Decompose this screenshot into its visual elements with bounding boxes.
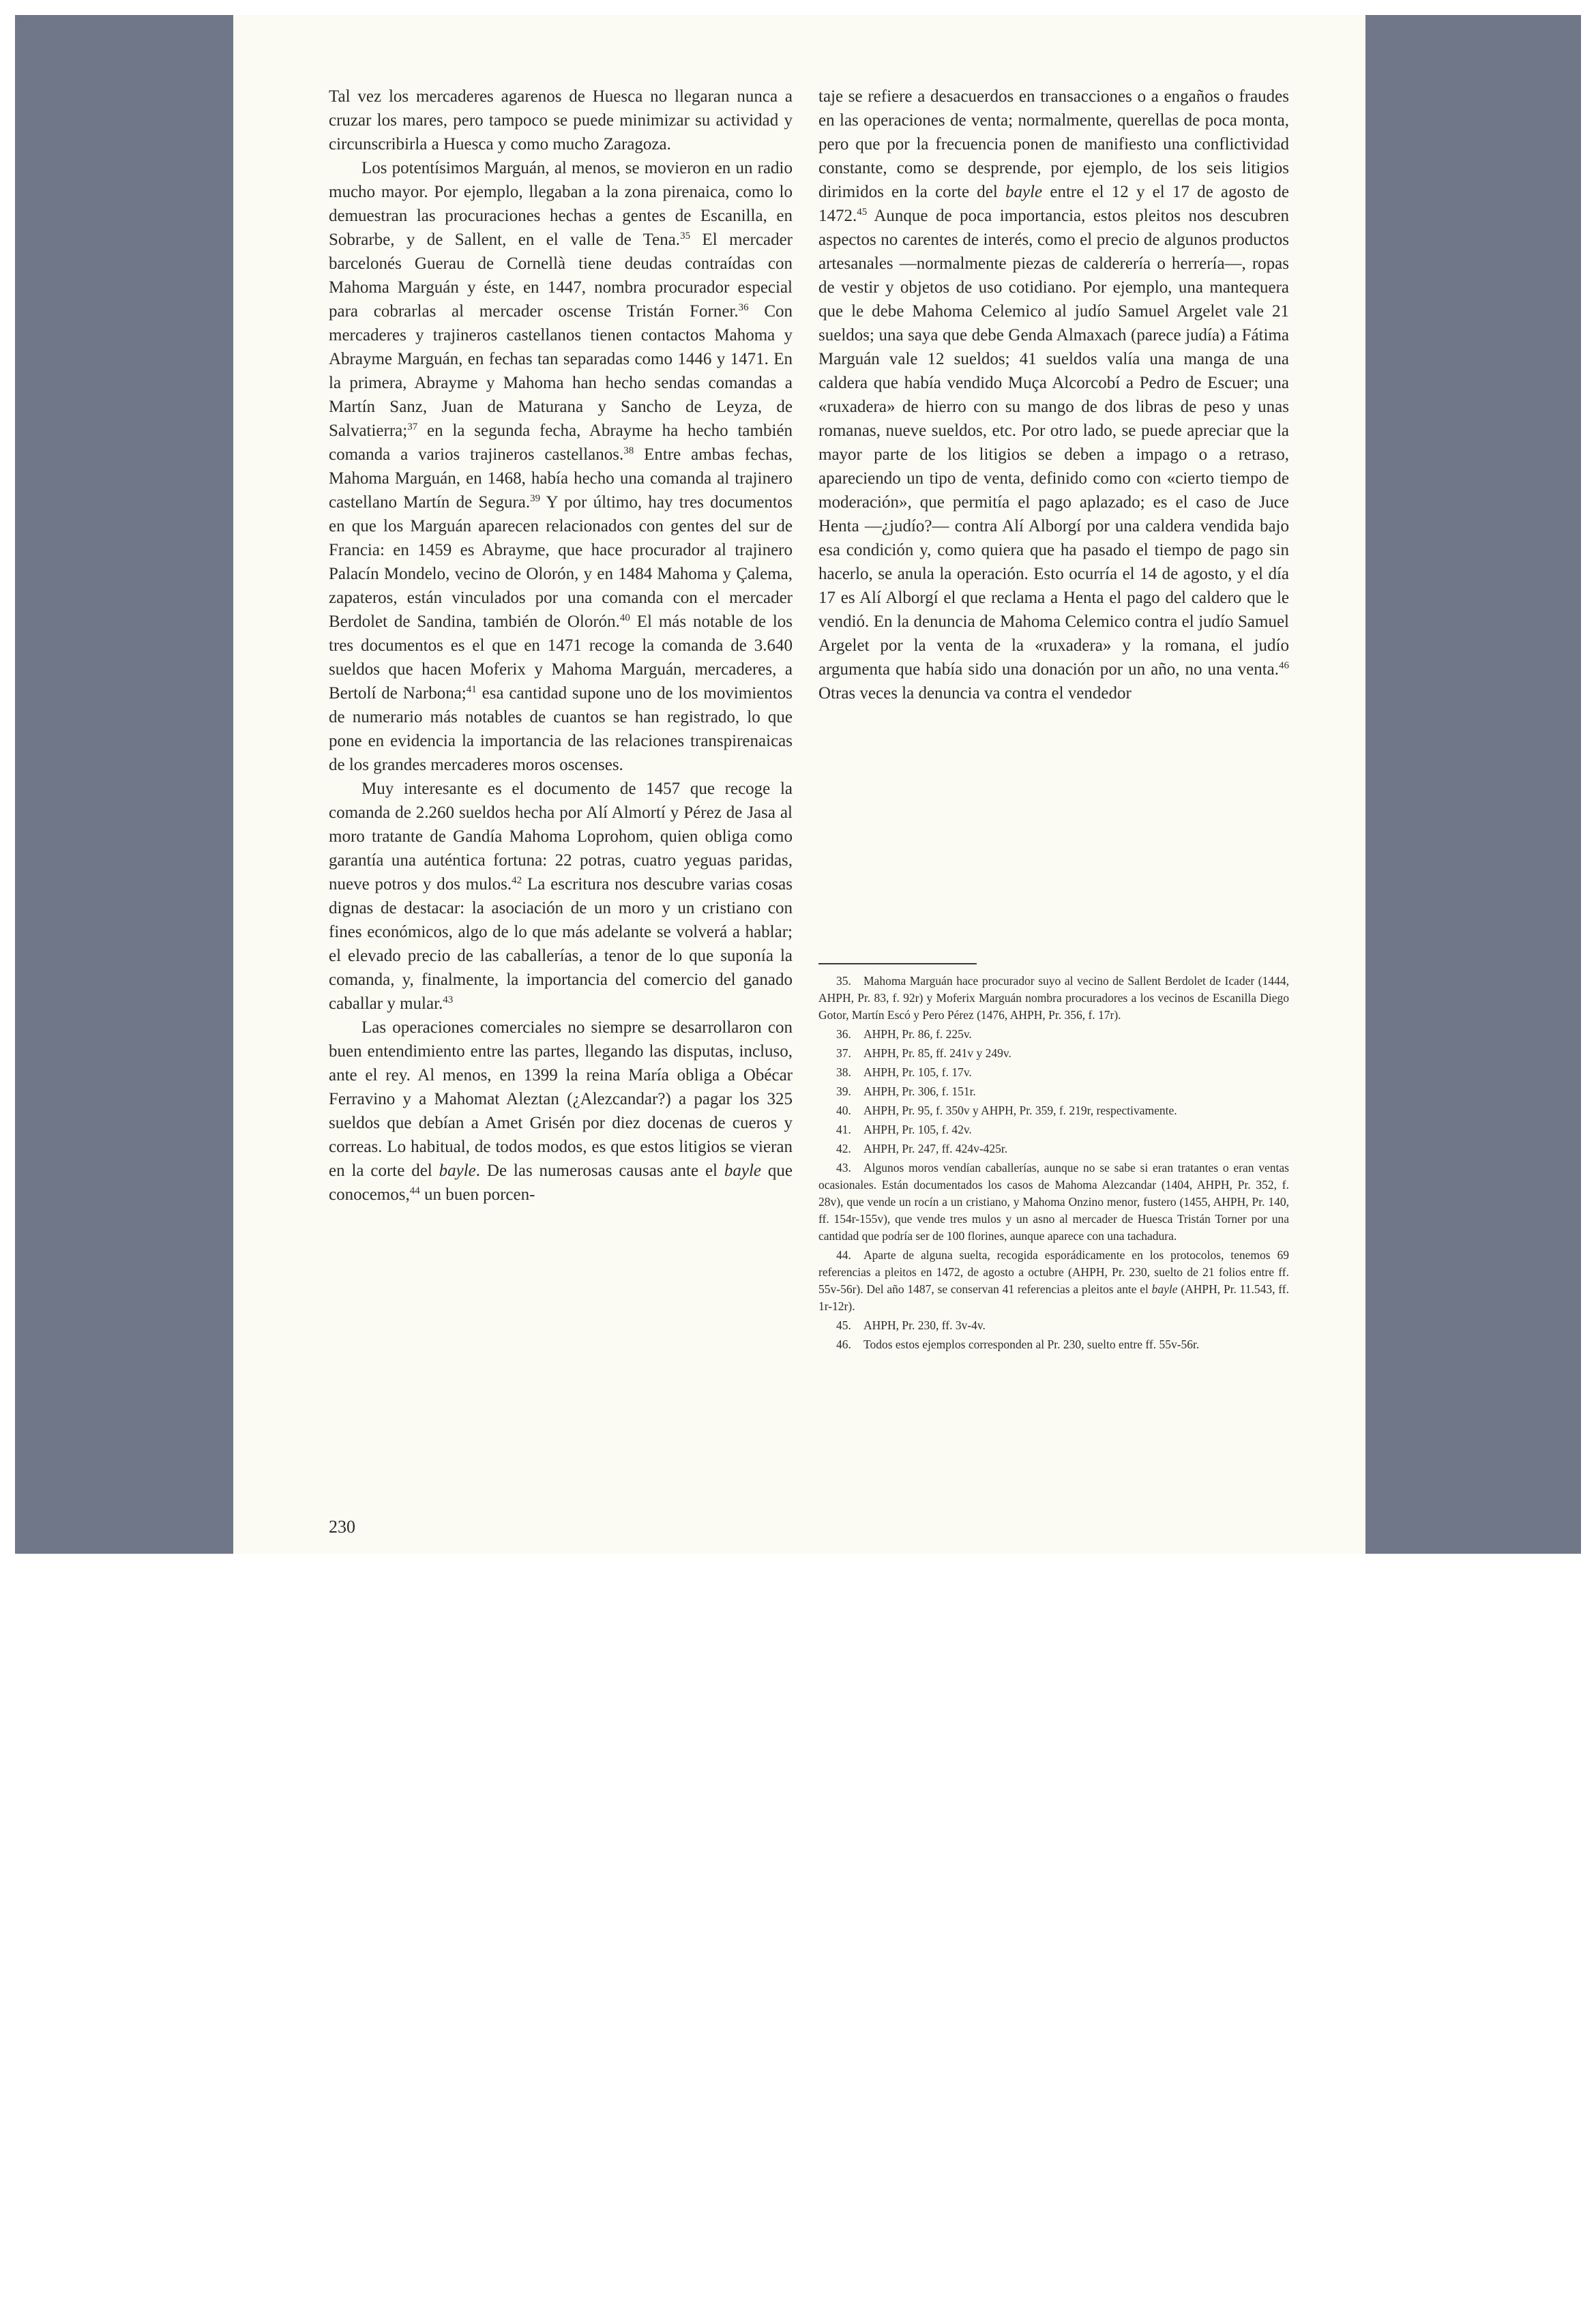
- book-page: [233, 15, 1365, 1554]
- footnote: [818, 1140, 1289, 1157]
- footnote-text: AHPH, Pr. 85, ff. 241v y 249v.: [863, 1046, 1011, 1060]
- italic-term: bayle: [724, 1162, 762, 1180]
- footnote-text: AHPH, Pr. 306, f. 151r.: [863, 1084, 976, 1098]
- footnote-number: 36.: [836, 1027, 851, 1041]
- footnote-text: AHPH, Pr. 247, ff. 424v-425r.: [863, 1142, 1008, 1155]
- paragraph: Las operaciones comerciales no siempre se desarrollaron con buen entendimiento entre las partes, llegando las disputas, incluso, ante el rey. Al menos, en 1399 la reina María obliga a Obécar Ferravino y a Mahomat Aleztan (¿Alezcandar?) a pagar los 325 sueldos que debían a Amet Grisén por diez docenas de cueros y correas. Lo habitual, de todos modos, es que estos litigios se vieran en la corte del bayle. De las numerosas causas ante el bayle que conocemos,$^{44}$ un buen porcen-: [329, 1018, 793, 1204]
- footnote-ref: 36: [738, 302, 749, 313]
- footnote-text: AHPH, Pr. 86, f. 225v.: [863, 1027, 972, 1041]
- footnote: [818, 1102, 1289, 1119]
- footnote-number: 46.: [836, 1338, 851, 1351]
- footnote: [818, 1083, 1289, 1100]
- footnote-ref: 38: [623, 445, 634, 456]
- footnote-text: Algunos moros vendían caballerías, aunque no se sabe si eran tratantes o eran ventas ocasionales. Están documentados los casos de Mahoma Alezcandar (1404, AHPH, Pr. 352, f. 28v), que vende un rocín a un cristiano, y Mahoma Onzino menor, fustero (1455, AHPH, Pr. 140, ff. 154r-155v), que vende tres mulos y un asno al mercader de Huesca Tristán Torner por una cantidad que podría ser de 100 florines, aunque aparece con una tachadura.: [818, 1161, 1289, 1243]
- footnote-ref: 43: [443, 994, 454, 1005]
- footnote-text: AHPH, Pr. 105, f. 17v.: [863, 1065, 972, 1079]
- footnote: [818, 1026, 1289, 1043]
- footnote-number: 38.: [836, 1065, 851, 1079]
- italic-term: bayle: [1005, 183, 1043, 201]
- footnote: [818, 973, 1289, 1024]
- left-column: [329, 85, 793, 1207]
- footnote-ref: 39: [530, 493, 541, 504]
- footnote-list: [818, 973, 1289, 1353]
- footnote-ref: 44: [409, 1185, 420, 1196]
- italic-term: bayle: [439, 1162, 476, 1180]
- footnote-ref: 41: [466, 684, 477, 695]
- footnote-text: Todos estos ejemplos corresponden al Pr. 230, suelto entre ff. 55v-56r.: [863, 1338, 1200, 1351]
- footnote-text: Aparte de alguna suelta, recogida esporádicamente en los protocolos, tenemos 69 referencias a pleitos en 1472, de agosto a octubre (AHPH, Pr. 230, suelto de 21 folios entre ff. 55v-56r). Del año 1487, se conservan 41 referencias a pleitos ante el bayle (AHPH, Pr. 11.543, ff. 1r-12r).: [818, 1248, 1290, 1313]
- footnote-number: 42.: [836, 1142, 851, 1155]
- paragraph: Muy interesante es el documento de 1457 que recoge la comanda de 2.260 sueldos hecha por Alí Almortí y Pérez de Jasa al moro tratante de Gandía Mahoma Loprohom, quien obliga como garantía una auténtica fortuna: 22 potras, cuatro yeguas paridas, nueve potros y dos mulos.$^{42}$ La escritura nos descubre varias cosas dignas de destacar: la asociación de un moro y un cristiano con fines económicos, algo de lo que más adelante se volverá a hablar; el elevado precio de las caballerías, a tenor de lo que suponía la comanda, y, finalmente, la importancia del comercio del ganado caballar y mular.$^{43}$: [329, 780, 793, 1013]
- footnote: [818, 1247, 1289, 1315]
- footnote-number: 43.: [836, 1161, 851, 1175]
- footnotes: [818, 963, 1289, 1355]
- footnote: [818, 1317, 1289, 1334]
- footnote-ref: 45: [857, 207, 868, 218]
- footnote-number: 44.: [836, 1248, 851, 1262]
- footnote-number: 41.: [836, 1123, 851, 1136]
- paragraph: Los potentísimos Marguán, al menos, se movieron en un radio mucho mayor. Por ejemplo, llegaban a la zona pirenaica, como lo demuestran las procuraciones hechas a gentes de Escanilla, en Sobrarbe, y de Sallent, en el valle de Tena.$^{35}$ El mercader barcelonés Guerau de Cornellà tiene deudas contraídas con Mahoma Marguán y éste, en 1447, nombra procurador especial para cobrarlas al mercader oscense Tristán Forner.$^{36}$ Con mercaderes y trajineros castellanos tienen contactos Mahoma y Abrayme Marguán, en fechas tan separadas como 1446 y 1471. En la primera, Abrayme y Mahoma han hecho sendas comandas a Martín Sanz, Juan de Maturana y Sancho de Leyza, de Salvatierra;$^{37}$ en la segunda fecha, Abrayme ha hecho también comanda a varios trajineros castellanos.$^{38}$ Entre ambas fechas, Mahoma Marguán, en 1468, había hecho una comanda al trajinero castellano Martín de Segura.$^{39}$ Y por último, hay tres documentos en que los Marguán aparecen relacionados con gentes del sur de Francia: en 1459 es Abrayme, que hace procurador al trajinero Palacín Mondelo, vecino de Olorón, y en 1484 Mahoma y Çalema, zapateros, están vinculados por una comanda con el mercader Berdolet de Sandina, también de Olorón.$^{40}$ El más notable de los tres documentos es el que en 1471 recoge la comanda de 3.640 sueldos que hacen Moferix y Mahoma Marguán, mercaderes, a Bertolí de Narbona;$^{41}$ esa cantidad supone uno de los movimientos de numerario más notables de cuantos se han registrado, lo que pone en evidencia la importancia de las relaciones transpirenaicas de los grandes mercaderes moros oscenses.: [329, 159, 793, 774]
- footnote: [818, 1045, 1289, 1062]
- paragraph: Tal vez los mercaderes agarenos de Huesca no llegaran nunca a cruzar los mares, pero tampoco se puede minimizar su actividad y circunscribirla a Huesca y como mucho Zaragoza.: [329, 87, 793, 153]
- footnote-text: AHPH, Pr. 95, f. 350v y AHPH, Pr. 359, f. 219r, respectivamente.: [863, 1104, 1177, 1117]
- footnote-text: Mahoma Marguán hace procurador suyo al vecino de Sallent Berdolet de Icader (1444, AHPH, Pr. 83, f. 92r) y Moferix Marguán nombra procuradores a los vecinos de Escanilla Diego Gotor, Martín Escó y Pero Pérez (1476, AHPH, Pr. 356, f. 17r).: [818, 974, 1289, 1022]
- footnote-number: 35.: [836, 974, 851, 988]
- footnote-ref: 46: [1279, 660, 1289, 671]
- footnote-number: 37.: [836, 1046, 851, 1060]
- footnote-text: AHPH, Pr. 105, f. 42v.: [863, 1123, 972, 1136]
- footnote-ref: 37: [407, 422, 418, 432]
- footnote-number: 45.: [836, 1318, 851, 1332]
- footnote: [818, 1121, 1289, 1138]
- footnote-number: 40.: [836, 1104, 851, 1117]
- footnote-text: AHPH, Pr. 230, ff. 3v-4v.: [863, 1318, 986, 1332]
- footnote-ref: 42: [512, 875, 522, 886]
- page-number: 230: [329, 1517, 355, 1537]
- italic-term: bayle: [1151, 1282, 1178, 1296]
- footnote-ref: 40: [619, 612, 630, 623]
- footnote: [818, 1160, 1289, 1245]
- right-column: [818, 85, 1289, 705]
- footnote-ref: 35: [680, 231, 691, 241]
- paragraph: taje se refiere a desacuerdos en transacciones o a engaños o fraudes en las operaciones de venta; normalmente, querellas de poca monta, pero que por la frecuencia ponen de manifiesto una conflictividad constante, como se desprende, por ejemplo, de los seis litigios dirimidos en la corte del bayle entre el 12 y el 17 de agosto de 1472.45 Aunque de poca importancia, estos pleitos nos descubren aspectos no carentes de interés, como el precio de algunos productos artesanales —normalmente piezas de calderería o herrería—, ropas de vestir y objetos de uso cotidiano. Por ejemplo, una mantequera que le debe Mahoma Celemico al judío Samuel Argelet vale 21 sueldos; una saya que debe Genda Almaxach (parece judía) a Fátima Marguán vale 12 sueldos; 41 sueldos valía una manga de una caldera que había vendido Muça Alcorcobí a Pedro de Escuer; una «ruxadera» de hierro con su mango de dos libras de peso y unas romanas, nueve sueldos, etc. Por otro lado, se puede apreciar que la mayor parte de los litigios se deben a impago o a retraso, apareciendo un tipo de venta, definido como con «cierto tiempo de moderación», que permitía el pago aplazado; es el caso de Juce Henta —¿judío?— contra Alí Alborgí por una caldera vendida bajo esa condición y, como quiera que ha pasado el tiempo de pago sin hacerlo, se anula la operación. Esto ocurría el 14 de agosto, y el día 17 es Alí Alborgí el que reclama a Henta el pago del caldero que le vendió. En la denuncia de Mahoma Celemico contra el judío Samuel Argelet por la venta de la «ruxadera» y la romana, el judío argumenta que había sido una donación por un año, no una venta.$^{46}$ Otras veces la denuncia va contra el vendedor: [818, 87, 1290, 703]
- footnote: [818, 1064, 1289, 1081]
- footnote: [818, 1336, 1289, 1353]
- footnote-number: 39.: [836, 1084, 851, 1098]
- footnote-rule: [818, 963, 977, 964]
